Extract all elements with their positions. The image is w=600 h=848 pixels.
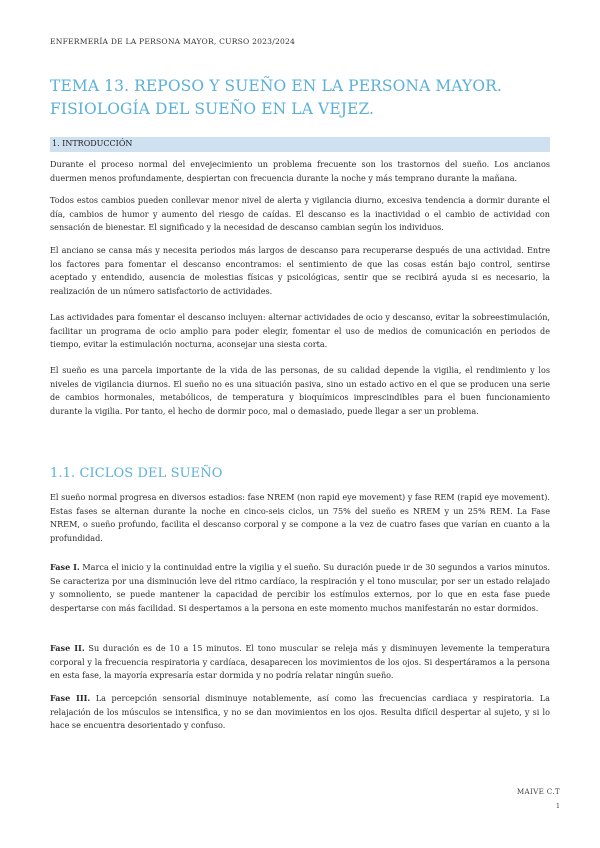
intro-paragraph-2	[50, 194, 550, 235]
paragraph: El anciano se cansa más y necesita periodos más largos de descanso para recuperarse después de una actividad. Entre los factores para fomentar el descanso encontramos: el sentimiento de que las cosas están bajo control, sentirse aceptado y entendido, ausencia de molestias físicas y psicológicas, sentir que se recibirá ayuda si es necesario, la realización de un número satisfactorio de actividades.	[50, 245, 550, 296]
intro-paragraph-4	[50, 311, 550, 352]
subsection-heading: 1.1. CICLOS DEL SUEÑO	[50, 466, 223, 481]
page-title: TEMA 13. REPOSO Y SUEÑO EN LA PERSONA MAYOR. FISIOLOGÍA DEL SUEÑO EN LA VEJEZ.	[50, 77, 502, 118]
footer-author: MAIVE C.T	[516, 787, 560, 796]
running-header: ENFERMERÍA DE LA PERSONA MAYOR, CURSO 2023/2024	[50, 37, 296, 46]
phase-3-paragraph	[50, 692, 550, 733]
phase-label: Fase III.	[50, 693, 91, 703]
paragraph: El sueño es una parcela importante de la vida de las personas, de su calidad depende la vigilia, el rendimiento y los niveles de vigilancia diurnos. El sueño no es una situación pasiva, sino un estado activo en el que se producen una serie de cambios hormonales, metabólicos, de temperatura y bioquímicos imprescindibles para el buen funcionamiento durante la vigilia. Por tanto, el hecho de dormir poco, mal o demasiado, puede llegar a ser un problema.	[50, 365, 550, 416]
intro-paragraph-1	[50, 158, 550, 185]
paragraph: El sueño normal progresa en diversos estadios: fase NREM (non rapid eye movement) y fase REM (rapid eye movement). Estas fases se alternan durante la noche en cinco-seis ciclos, un 75% del sueño es NREM y un 25% REM. La Fase NREM, o sueño profundo, facilita el descanso corporal y se compone a la vez de cuatro fases que varían en cuanto a la profundidad.	[50, 492, 550, 543]
phase-2-paragraph	[50, 642, 550, 683]
phase-label: Fase II.	[50, 643, 85, 653]
phase-1-paragraph	[50, 561, 550, 615]
phase-text: Marca el inicio y la continuidad entre la vigilia y el sueño. Su duración puede ir de 30 segundos a varios minutos. Se caracteriza por una disminución leve del ritmo cardíaco, la respiración y el tono muscular, por ser un estado relajado y somnoliento, se puede mantener la capacidad de percibir los estímulos externos, por lo que en esta fase puede despertarse con más facilidad. Si despertamos a la persona en este momento muchos manifestarán no estar dormidos.	[50, 562, 550, 613]
paragraph: Las actividades para fomentar el descanso incluyen: alternar actividades de ocio y descanso, evitar la sobreestimulación, facilitar un programa de ocio amplio para poder elegir, fomentar el uso de medios de comunicación en periodos de tiempo, evitar la estimulación nocturna, aconsejar una siesta corta.	[50, 312, 550, 350]
section-heading-bar	[50, 137, 550, 152]
intro-paragraph-3	[50, 244, 550, 298]
phase-label: Fase I.	[50, 562, 80, 572]
page-number: 1	[555, 802, 560, 810]
section-heading: 1. INTRODUCCIÓN	[52, 139, 133, 148]
paragraph: Durante el proceso normal del envejecimiento un problema frecuente son los trastornos del sueño. Los ancianos duermen menos profundamente, despiertan con frecuencia durante la noche y más temprano durante la mañana.	[50, 159, 550, 183]
phase-text: Su duración es de 10 a 15 minutos. El tono muscular se releja más y disminuyen levemente la temperatura corporal y la frecuencia respiratoria y cardíaca, desaparecen los movimientos de los ojos. Si despertáramos a la persona en esta fase, la mayoría expresaría estar dormida y no podría relatar ningún sueño.	[50, 643, 550, 681]
phase-text: La percepción sensorial disminuye notablemente, así como las frecuencias cardiaca y respiratoria. La relajación de los músculos se intensifica, y no se dan movimientos en los ojos. Resulta difícil despertar al sujeto, y si lo hace se encuentra desorientado y confuso.	[50, 693, 551, 731]
paragraph: Todos estos cambios pueden conllevar menor nivel de alerta y vigilancia diurno, excesiva tendencia a dormir durante el día, cambios de humor y aumento del riesgo de caídas. El descanso es la inactividad o el cambio de actividad con sensación de bienestar. El significado y la necesidad de descanso cambian según los individuos.	[50, 195, 550, 233]
intro-paragraph-5	[50, 364, 550, 418]
cycles-intro-paragraph	[50, 491, 550, 545]
